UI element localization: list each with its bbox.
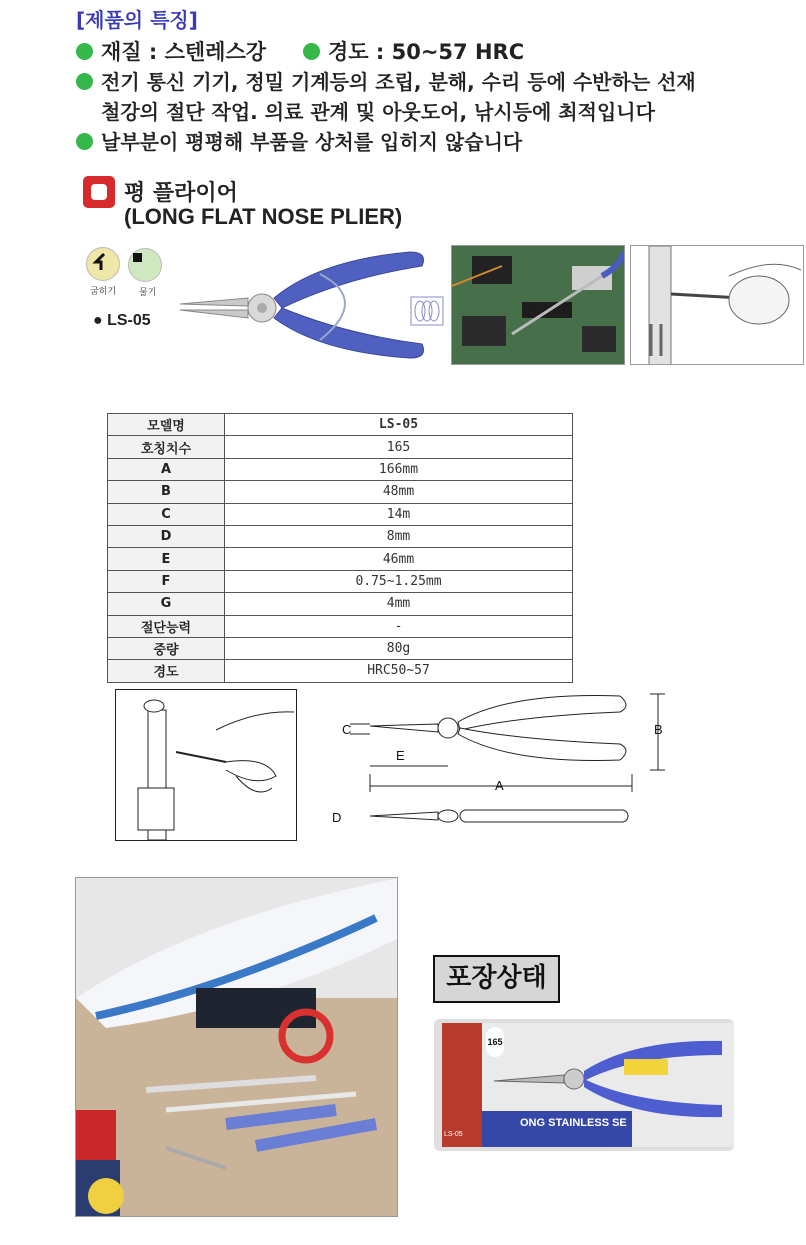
spec-key: A (108, 458, 225, 480)
model-kit-photo (75, 877, 398, 1217)
grip-function-label: 물기 (139, 288, 157, 298)
table-row (108, 414, 573, 436)
plier-product-image (170, 240, 440, 365)
spec-value: 0.75~1.25mm (225, 570, 573, 592)
spring-icon (410, 296, 444, 326)
table-row (108, 570, 573, 592)
spec-value: 48mm (225, 481, 573, 503)
product-title-ko: 평 플라이어 (124, 181, 238, 206)
dimension-b-label: B (654, 722, 663, 737)
package-model: LS-05 (444, 1131, 463, 1138)
feature-hardness-text: 경도 : 50~57 HRC (328, 40, 525, 64)
bullet-icon (303, 43, 320, 60)
feature-material-text: 재질 : 스텐레스강 (101, 40, 267, 64)
spec-value: 46mm (225, 548, 573, 570)
table-row (108, 660, 573, 682)
circuit-board-photo (451, 245, 625, 365)
bend-function-icon (86, 247, 120, 281)
spec-table (107, 413, 573, 683)
bend-function-label: 굽히기 (90, 287, 117, 297)
feature-blade-text: 날부분이 평평해 부품을 상처를 입히지 않습니다 (101, 130, 523, 154)
package-label: 포장상태 (433, 955, 560, 1003)
spec-value: LS-05 (225, 414, 573, 436)
product-title-en: (LONG FLAT NOSE PLIER) (124, 204, 403, 229)
spec-key: 경도 (108, 660, 225, 682)
spec-value: 8mm (225, 525, 573, 547)
feature-blade (76, 126, 522, 155)
spec-key: F (108, 570, 225, 592)
spec-value: HRC50~57 (225, 660, 573, 682)
spec-key: B (108, 481, 225, 503)
spec-key: E (108, 548, 225, 570)
features-heading: [제품의 특징] (76, 8, 198, 32)
model-line: ● LS-05 (93, 312, 151, 329)
spec-value: 80g (225, 637, 573, 659)
spec-key: 호칭치수 (108, 436, 225, 458)
spec-value: 4mm (225, 593, 573, 615)
usage-drawing (115, 689, 297, 841)
table-row (108, 503, 573, 525)
bullet-icon (76, 73, 93, 90)
feature-usage (76, 66, 696, 95)
spec-value: 166mm (225, 458, 573, 480)
spec-value: - (225, 615, 573, 637)
feature-usage-line1: 전기 통신 기기, 정밀 기계등의 조립, 분해, 수리 등에 수반하는 선재 (101, 70, 696, 94)
package-brand-text: ONG STAINLESS SE (520, 1117, 627, 1129)
product-title-icon (83, 176, 115, 208)
spec-value: 165 (225, 436, 573, 458)
hand-usage-photo (630, 245, 804, 365)
table-row (108, 458, 573, 480)
dimension-c-label: C (342, 722, 352, 737)
table-row (108, 436, 573, 458)
table-row (108, 593, 573, 615)
spec-key: C (108, 503, 225, 525)
spec-key: 절단능력 (108, 615, 225, 637)
table-row (108, 548, 573, 570)
package-photo (434, 1019, 734, 1151)
spec-key: D (108, 525, 225, 547)
feature-hardness (303, 36, 524, 66)
grip-function-icon (128, 248, 162, 282)
table-row (108, 481, 573, 503)
spec-key: G (108, 593, 225, 615)
dimension-a-label: A (495, 778, 504, 793)
table-row (108, 615, 573, 637)
table-row (108, 525, 573, 547)
spec-key: 중량 (108, 637, 225, 659)
dimension-drawing (320, 688, 670, 838)
feature-usage-line2: 철강의 절단 작업. 의료 관계 및 아웃도어, 낚시등에 최적입니다 (101, 100, 655, 124)
bullet-icon (76, 133, 93, 150)
table-row (108, 637, 573, 659)
spec-value: 14m (225, 503, 573, 525)
feature-material (76, 36, 266, 66)
dimension-e-label: E (396, 748, 405, 763)
bullet-icon (76, 43, 93, 60)
spec-key: 모델명 (108, 414, 225, 436)
package-size-badge: 165 (486, 1027, 504, 1057)
dimension-d-label: D (332, 810, 342, 825)
